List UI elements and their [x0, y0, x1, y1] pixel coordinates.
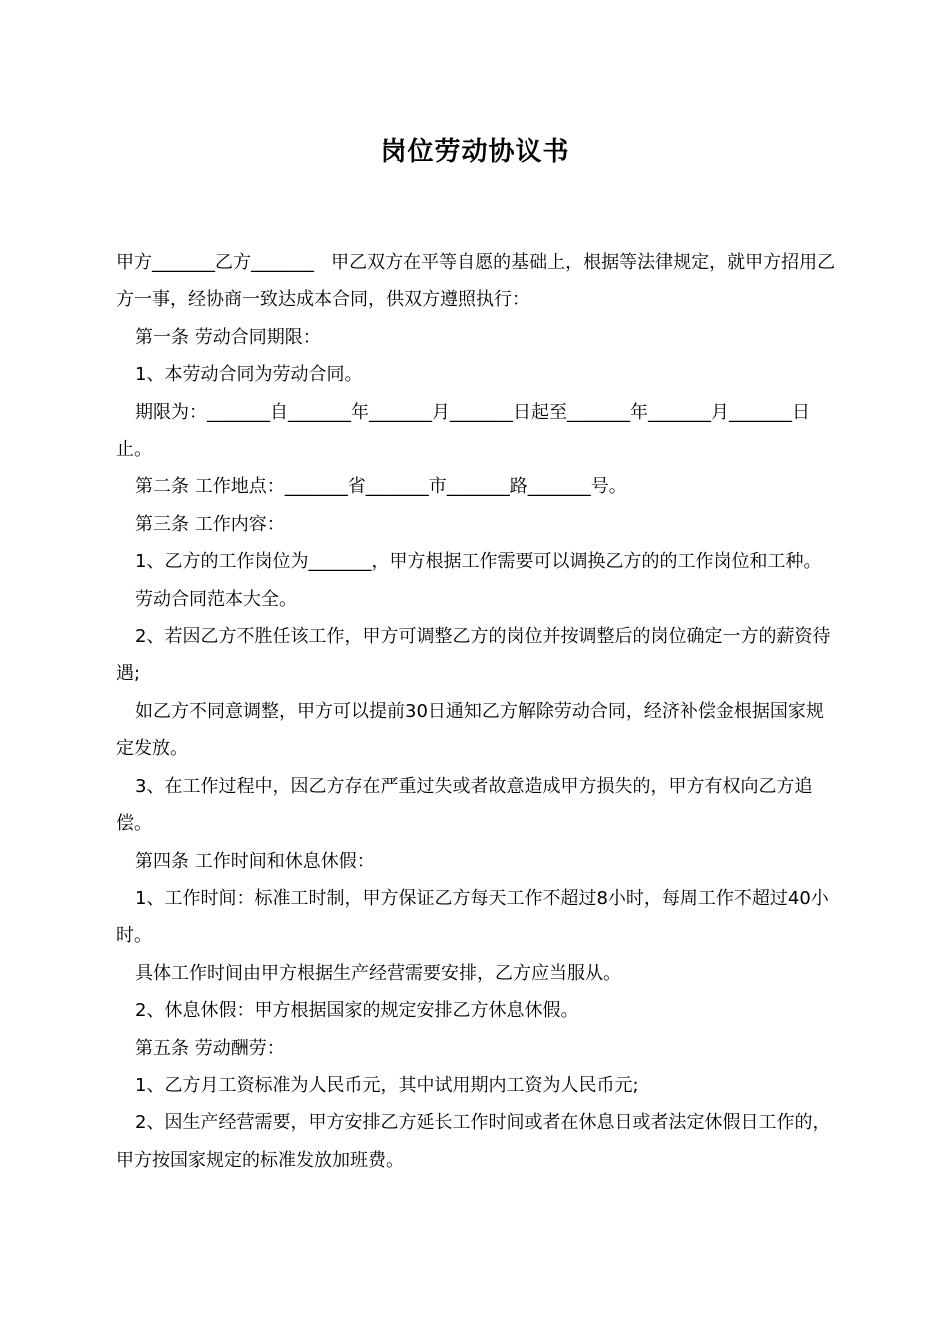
- paragraph: 第五条 劳动酬劳：: [135, 1037, 285, 1059]
- paragraph: 第二条 工作地点：_______省_______市_______路_______号。: [135, 476, 627, 498]
- paragraph: 第三条 工作内容：: [135, 513, 285, 535]
- paragraph: 1、本劳动合同为劳动合同。: [135, 364, 363, 386]
- document-body: [116, 244, 838, 1179]
- paragraph: 2、因生产经营需要，甲方安排乙方延长工作时间或者在休息日或者法定休假日工作的，甲方按国家规定的标准发放加班费。: [116, 1112, 831, 1171]
- paragraph: 1、乙方的工作岗位为_______，甲方根据工作需要可以调换乙方的的工作岗位和工种。: [135, 551, 822, 573]
- paragraph: 第一条 劳动合同期限：: [135, 326, 321, 348]
- paragraph: 2、若因乙方不胜任该工作，甲方可调整乙方的岗位并按调整后的岗位确定一方的薪资待遇;: [116, 626, 831, 685]
- paragraph: 3、在工作过程中，因乙方存在严重过失或者故意造成甲方损失的，甲方有权向乙方追偿。: [116, 775, 813, 835]
- paragraph: 1、工作时间：标准工时制，甲方保证乙方每天工作不超过8小时，每周工作不超过40小时。: [116, 887, 829, 947]
- paragraph: 具体工作时间由甲方根据生产经营需要安排，乙方应当服从。: [135, 962, 621, 984]
- paragraph: 甲方_______乙方_______ 甲乙双方在平等自愿的基础上，根据等法律规定，就甲方招用乙方一事，经协商一致达成本合同，供双方遵照执行：: [116, 252, 836, 311]
- paragraph: 劳动合同范本大全。: [135, 588, 297, 610]
- paragraph: 1、乙方月工资标准为人民币元，其中试用期内工资为人民币元;: [135, 1074, 639, 1096]
- paragraph: 2、休息休假：甲方根据国家的规定安排乙方休息休假。: [135, 1000, 579, 1022]
- paragraph: 如乙方不同意调整，甲方可以提前30日通知乙方解除劳动合同，经济补偿金根据国家规定发放。: [116, 700, 824, 760]
- document-title: 岗位劳动协议书: [380, 137, 570, 167]
- paragraph: 期限为：_______自_______年_______月_______日起至_______年_______月_______日止。: [116, 401, 810, 461]
- paragraph: 第四条 工作时间和休息休假：: [135, 850, 375, 872]
